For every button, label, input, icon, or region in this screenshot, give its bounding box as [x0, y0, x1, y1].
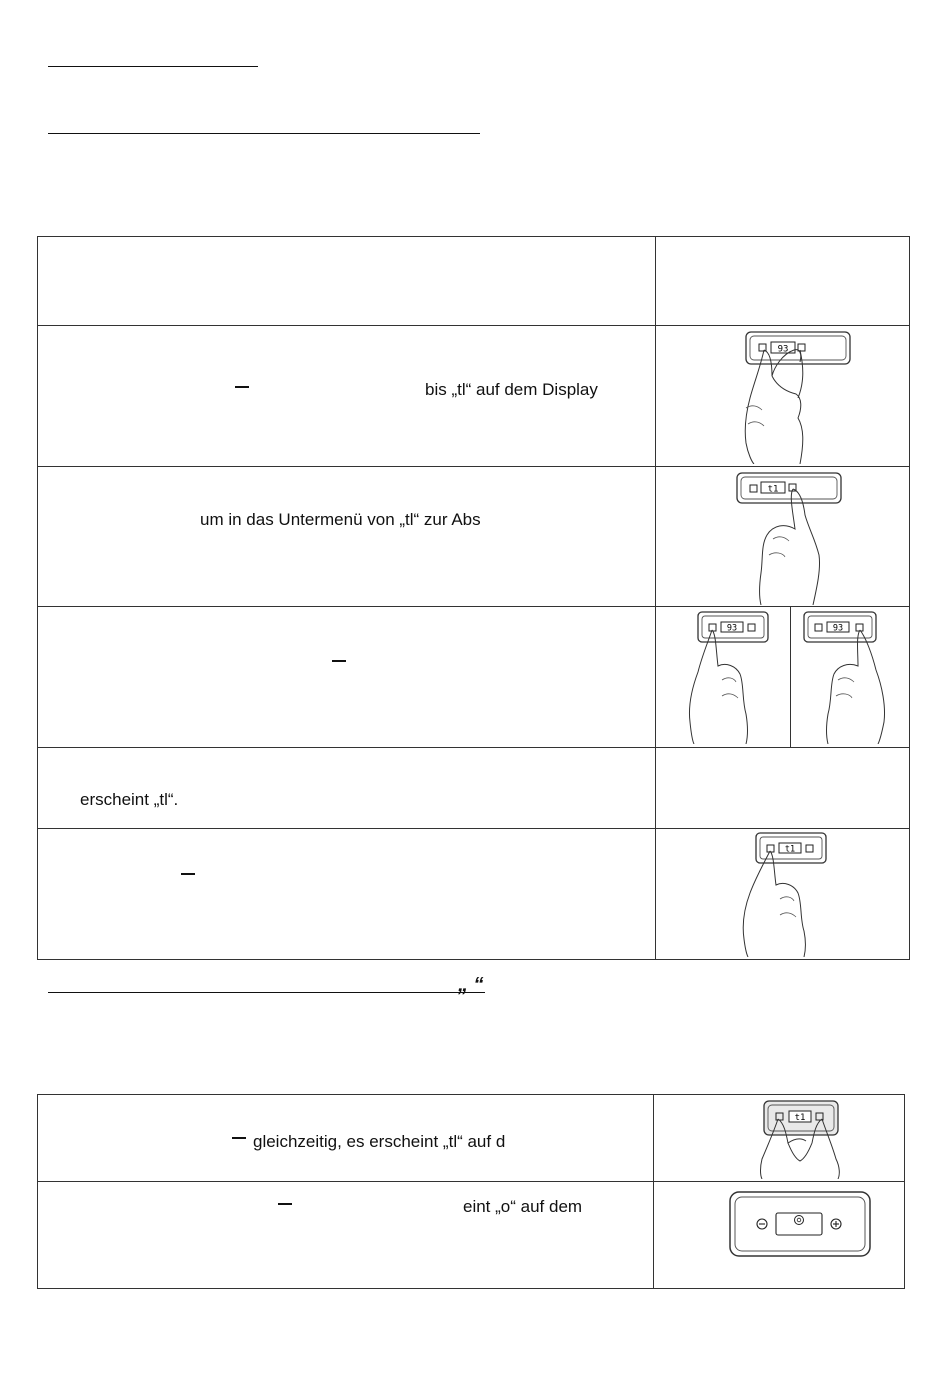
- display-readout: 93: [832, 623, 844, 634]
- display-readout: 93: [777, 344, 789, 355]
- table-row-step-5: [38, 828, 909, 961]
- display-readout: 93: [726, 623, 738, 634]
- minus-button-icon: [332, 660, 346, 662]
- control-panel-display-illustration: [728, 1190, 872, 1260]
- instruction-table-1: [37, 236, 910, 960]
- heading-quote-marks: „ “: [458, 974, 484, 996]
- step-b-text: eint „o“ auf dem: [463, 1197, 583, 1216]
- table-row-step-4: [38, 747, 909, 828]
- image-divider: [790, 607, 791, 747]
- minus-button-icon: [235, 386, 249, 388]
- table-row-step-1: [38, 325, 909, 466]
- display-readout: t1: [767, 484, 779, 495]
- step-2-text: um in das Untermenü von „tl“ zur Abs: [200, 510, 481, 529]
- heading-underline-2: [48, 133, 480, 134]
- display-readout: t1: [794, 1113, 806, 1123]
- table-row-step-3: [38, 606, 909, 747]
- table-row-step-a: [38, 1095, 904, 1181]
- instruction-table-2: [37, 1094, 905, 1289]
- finger-press-minus-button-illustration: [688, 610, 788, 744]
- heading-underline-1: [48, 66, 258, 67]
- step-a-text: gleichzeitig, es erscheint „tl“ auf d: [253, 1132, 506, 1151]
- table-row-step-b: [38, 1181, 904, 1290]
- step-1-text: bis „tl“ auf dem Display: [425, 380, 598, 399]
- finger-press-plus-button-illustration: [800, 610, 900, 744]
- display-readout: t1: [784, 844, 796, 855]
- minus-button-icon: [232, 1137, 246, 1139]
- table-header-row: [38, 237, 909, 325]
- two-fingers-press-both-buttons-illustration: [756, 1097, 846, 1179]
- finger-press-minus-button-illustration: [740, 831, 840, 957]
- minus-button-icon: [181, 873, 195, 875]
- finger-press-plus-button-illustration: [733, 469, 853, 605]
- heading-underline-3: [48, 992, 485, 993]
- two-fingers-press-both-buttons-illustration: [742, 328, 862, 464]
- step-4-text: erscheint „tl“.: [80, 790, 179, 809]
- table-row-step-2: [38, 466, 909, 606]
- minus-button-icon: [278, 1203, 292, 1205]
